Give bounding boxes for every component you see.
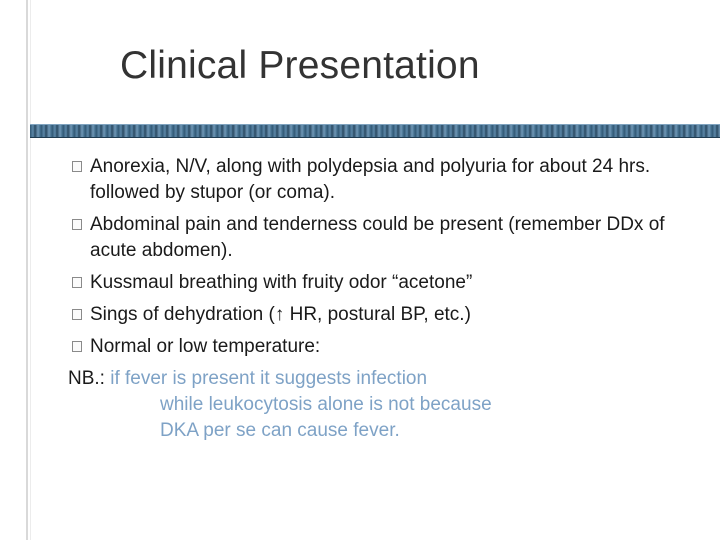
square-bullet-icon: [72, 341, 82, 352]
bullet-item: [70, 302, 690, 328]
bullet-text: Abdominal pain and tenderness could be present (remember DDx of acute abdomen).: [90, 214, 665, 261]
slide-frame-line: [26, 0, 28, 540]
bullet-text: Anorexia, N/V, along with polydepsia and polyuria for about 24 hrs. followed by stupor (or coma).: [90, 156, 651, 203]
slide-content: [70, 154, 690, 444]
note-text: if fever is present it suggests infection: [110, 368, 428, 389]
slide-title: Clinical Presentation: [120, 44, 480, 87]
bullet-item: [70, 334, 690, 360]
bullet-item: [70, 212, 690, 264]
bullet-item: [70, 270, 690, 296]
square-bullet-icon: [72, 219, 82, 230]
square-bullet-icon: [72, 309, 82, 320]
note-continuation: DKA per se can cause fever.: [160, 420, 400, 441]
slide-frame-line-inner: [30, 0, 31, 540]
bullet-item: [70, 154, 690, 206]
bullet-text: Sings of dehydration (↑ HR, postural BP, etc.): [90, 304, 471, 325]
square-bullet-icon: [72, 277, 82, 288]
note-label: NB.:: [68, 368, 111, 389]
bullet-text: Normal or low temperature:: [90, 336, 321, 357]
title-underline-bar: [30, 124, 720, 138]
bullet-text: Kussmaul breathing with fruity odor “acetone”: [90, 272, 473, 293]
square-bullet-icon: [72, 161, 82, 172]
note-line: [68, 366, 690, 392]
note-continuation: while leukocytosis alone is not because: [160, 394, 492, 415]
